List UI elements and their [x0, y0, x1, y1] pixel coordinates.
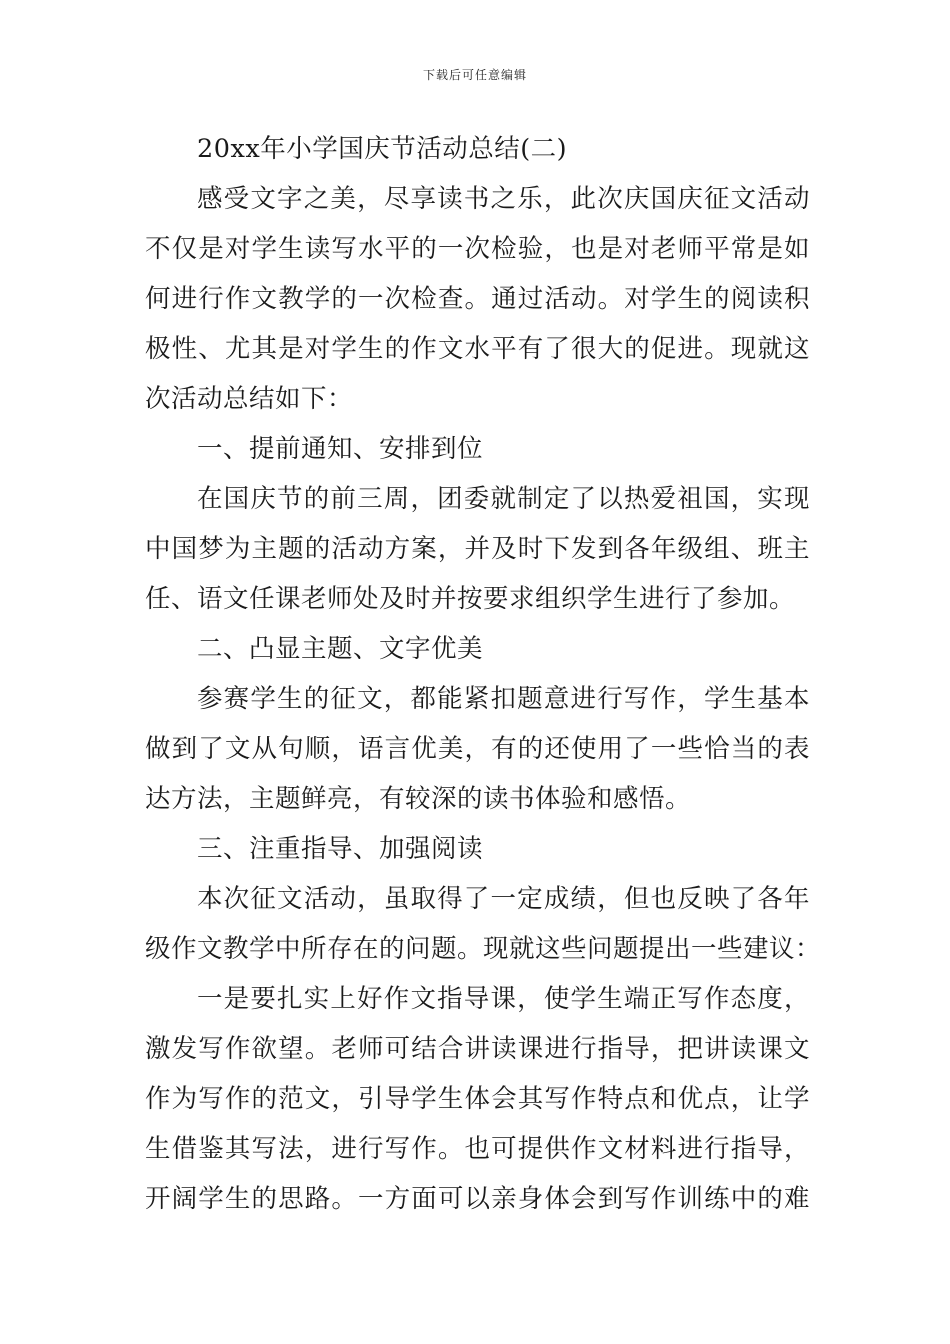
paragraph-line: 在国庆节的前三周，团委就制定了以热爱祖国，实现	[197, 484, 810, 514]
paragraph-line: 激发写作欲望。老师可结合讲读课进行指导，把讲读课文	[145, 1034, 810, 1064]
section-heading: 二、凸显主题、文字优美	[197, 634, 484, 664]
paragraph-line: 生借鉴其写法，进行写作。也可提供作文材料进行指导，	[145, 1134, 810, 1164]
paragraph-line: 不仅是对学生读写水平的一次检验，也是对老师平常是如	[145, 234, 810, 264]
paragraph-line: 感受文字之美，尽享读书之乐，此次庆国庆征文活动	[197, 184, 810, 214]
paragraph-line: 任、语文任课老师处及时并按要求组织学生进行了参加。	[145, 584, 796, 614]
paragraph-line: 中国梦为主题的活动方案，并及时下发到各年级组、班主	[145, 534, 810, 564]
document-body	[145, 124, 822, 1224]
section-heading: 三、注重指导、加强阅读	[197, 834, 484, 864]
paragraph-line: 本次征文活动，虽取得了一定成绩，但也反映了各年	[197, 884, 810, 914]
paragraph-line: 次活动总结如下：	[145, 384, 354, 414]
paragraph-line: 达方法，主题鲜亮，有较深的读书体验和感悟。	[145, 784, 692, 814]
paragraph-line: 极性、尤其是对学生的作文水平有了很大的促进。现就这	[145, 334, 810, 364]
header-note: 下载后可任意编辑	[422, 68, 527, 82]
section-heading: 一、提前通知、安排到位	[197, 434, 484, 464]
paragraph-line: 级作文教学中所存在的问题。现就这些问题提出一些建议：	[145, 934, 822, 964]
paragraph-line: 作为写作的范文，引导学生体会其写作特点和优点，让学	[145, 1084, 810, 1114]
paragraph-line: 何进行作文教学的一次检查。通过活动。对学生的阅读积	[145, 284, 810, 314]
document-title: 20xx年小学国庆节活动总结(二)	[197, 134, 568, 164]
paragraph-line: 开阔学生的思路。一方面可以亲身体会到写作训练中的难	[145, 1184, 810, 1214]
paragraph-line: 参赛学生的征文，都能紧扣题意进行写作，学生基本	[197, 684, 810, 714]
paragraph-line: 一是要扎实上好作文指导课，使学生端正写作态度，	[197, 984, 810, 1014]
paragraph-line: 做到了文从句顺，语言优美，有的还使用了一些恰当的表	[145, 734, 810, 764]
